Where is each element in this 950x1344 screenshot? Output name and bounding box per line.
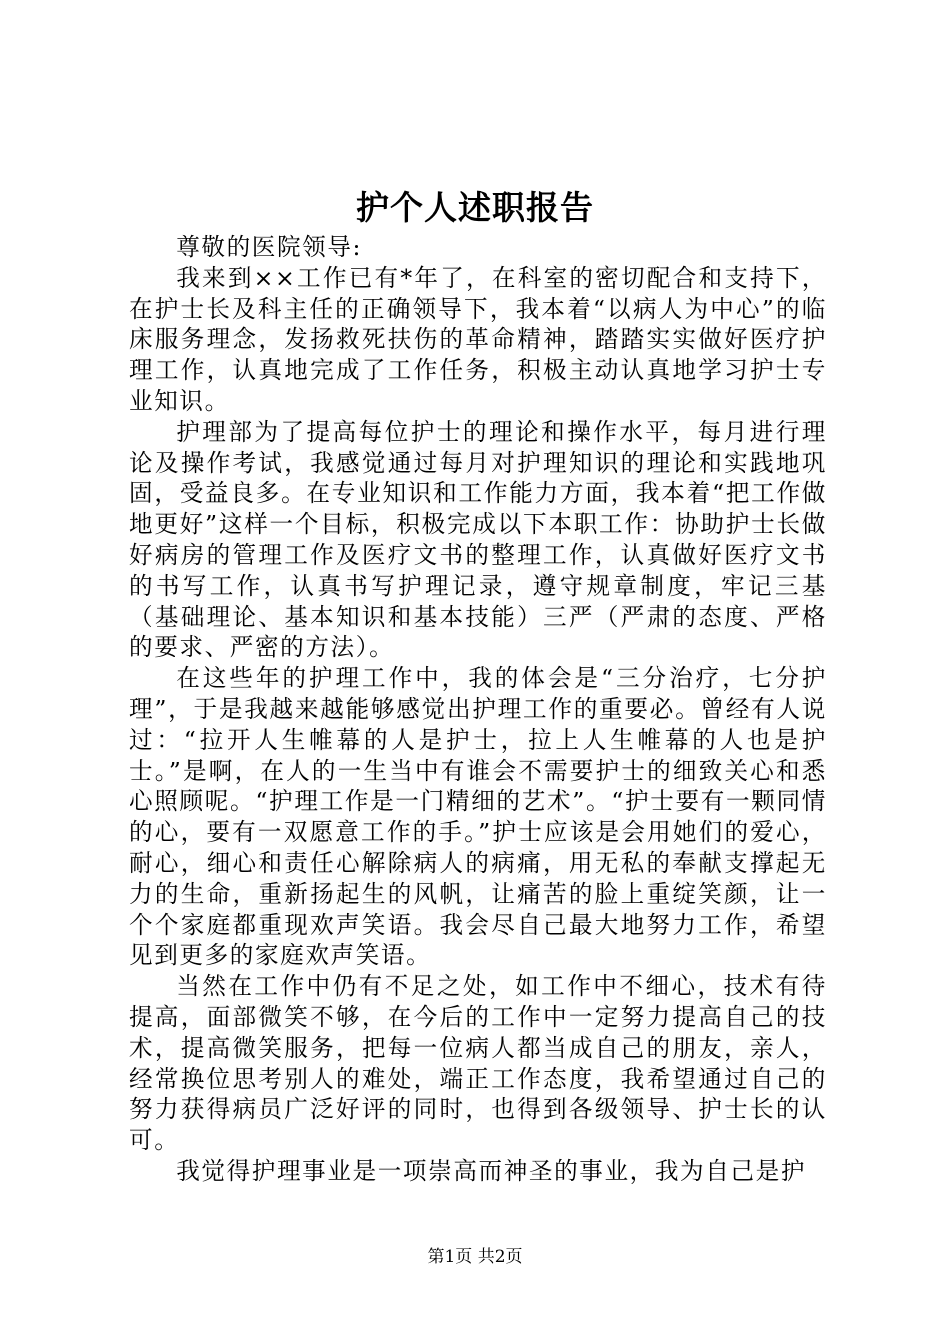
greeting: 尊敬的医院领导:	[176, 233, 363, 261]
paragraph-2: 护理部为了提高每位护士的理论和操作水平，每月进行理论及操作考试，我感觉通过每月对护理知识的理论和实践地巩固，受益良多。在专业知识和工作能力方面，我本着“把工作做地更好”这样一个目标，积极完成以下本职工作：协助护士长做好病房的管理工作及医疗文书的整理工作，认真做好医疗文书的书写工作，认真书写护理记录，遵守规章制度，牢记三基（基础理论、基本知识和基本技能）三严（严肃的态度、严格的要求、严密的方法）。	[129, 417, 827, 662]
document-title: 护个人述职报告	[356, 188, 594, 227]
paragraph-1: 我来到××工作已有*年了，在科室的密切配合和支持下，在护士长及科主任的正确领导下，我本着“以病人为中心”的临床服务理念，发扬救死扶伤的革命精神，踏踏实实做好医疗护理工作，认真地完成了工作任务，积极主动认真地学习护士专业知识。	[129, 263, 827, 415]
page-footer: 第1页 共2页	[427, 1247, 523, 1267]
paragraph-4: 当然在工作中仍有不足之处，如工作中不细心，技术有待提高，面部微笑不够，在今后的工作中一定努力提高自己的技术，提高微笑服务，把每一位病人都当成自己的朋友，亲人，经常换位思考别人的难处，端正工作态度，我希望通过自己的努力获得病员广泛好评的同时，也得到各级领导、护士长的认可。	[129, 972, 827, 1155]
paragraph-5: 我觉得护理事业是一项崇高而神圣的事业，我为自己是护	[176, 1156, 807, 1185]
paragraph-3: 在这些年的护理工作中，我的体会是“三分治疗，七分护理”，于是我越来越能够感觉出护理工作的重要必。曾经有人说过：“拉开人生帷幕的人是护士，拉上人生帷幕的人也是护士。”是啊，在人的一生当中有谁会不需要护士的细致关心和悉心照顾呢。“护理工作是一门精细的艺术”。“护士要有一颗同情的心，要有一双愿意工作的手。”护士应该是会用她们的爱心，耐心，细心和责任心解除病人的病痛，用无私的奉献支撑起无力的生命，重新扬起生的风帆，让痛苦的脸上重绽笑颜，让一个个家庭都重现欢声笑语。我会尽自己最大地努力工作，希望见到更多的家庭欢声笑语。	[129, 664, 827, 970]
document-body	[129, 232, 827, 1187]
